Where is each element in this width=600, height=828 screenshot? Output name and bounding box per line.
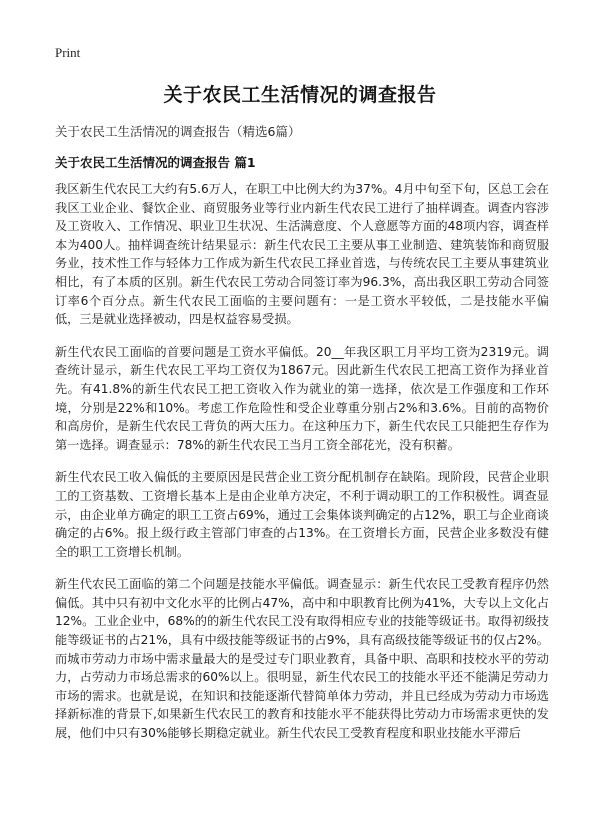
- section-heading: 关于农民工生活情况的调查报告 篇1: [55, 155, 256, 170]
- document-title: 关于农民工生活情况的调查报告: [163, 84, 437, 106]
- paragraph-3: 新生代农民工收入偏低的主要原因是民营企业工资分配机制存在缺陷。现阶段，民营企业职工的工资基数、工资增长基本上是由企业单方决定，不利于调动职工的工作积极性。调查显示，由企业单方确定的职工工资占69%，通过工会集体谈判确定的占12%，职工与企业商谈确定的占6%。报上级行政主管部门审查的占13%。在工资增长方面，民营企业多数没有健全的职工工资增长机制。: [55, 470, 549, 559]
- paragraph-2: 新生代农民工面临的首要问题是工资水平偏低。20__年我区职工月平均工资为2319元。调查统计显示，新生代农民工平均工资仅为1867元。因此新生代农民工把高工资作为择业首先。有41.8%的新生代农民工把工资收入作为就业的第一选择，依次是工作强度和工作环境，分别是22%和10%。考虑工作危险性和受企业尊重分别占2%和3.6%。目前的高物价和高房价，是新生代农民工背负的两大压力。在这种压力下，新生代农民工只能把生存作为第一选择。调查显示：78%的新生代农民工当月工资全部花光，没有积蓄。: [55, 344, 549, 452]
- print-link[interactable]: Print: [55, 45, 81, 60]
- document-subtitle: 关于农民工生活情况的调查报告（精选6篇）: [55, 124, 301, 139]
- paragraph-4: 新生代农民工面临的第二个问题是技能水平偏低。调查显示：新生代农民工受教育程序仍然偏低。其中只有初中文化水平的比例占47%，高中和中职教育比例为41%，大专以上文化占12%。工业企业中，68%的的新生代农民工没有取得相应专业的技能等级证书。取得初级技能等级证书的占21%，具有中级技能等级证书的占9%，具有高级技能等级证书的仅占2%。而城市劳动力市场中需求量最大的是受过专门职业教育，具备中职、高职和技校水平的劳动力，占劳动力市场总需求的60%以上。很明显，新生代农民工的技能水平还不能满足劳动力市场的需求。也就是说，在知识和技能逐渐代替简单体力劳动，并且已经成为劳动力市场选择新标准的背景下,如果新生代农民工的教育和技能水平不能获得比劳动力市场需求更快的发展，他们中只有30%能够长期稳定就业。新生代农民工受教育程度和职业技能水平滞后: [55, 577, 549, 741]
- paragraph-1: 我区新生代农民工大约有5.6万人，在职工中比例大约为37%。4月中旬至下旬，区总工会在我区工业企业、餐饮企业、商贸服务业等行业内新生代农民工进行了抽样调查。调查内容涉及工资收入、工作情况、职业卫生状况、生活满意度、个人意愿等方面的48项内容，调查样本为400人。抽样调查统计结果显示：新生代农民工主要从事工业制造、建筑装饰和商贸服务业，技术性工作与轻体力工作成为新生代农民工择业首选，与传统农民工主要从事建筑业相比，有了本质的区别。新生代农民工劳动合同签订率为96.3%，高出我区职工劳动合同签订率6个百分点。新生代农民工面临的主要问题有：一是工资水平较低，二是技能水平偏低，三是就业选择被动，四是权益容易受损。: [55, 182, 549, 327]
- document-body: [55, 180, 549, 757]
